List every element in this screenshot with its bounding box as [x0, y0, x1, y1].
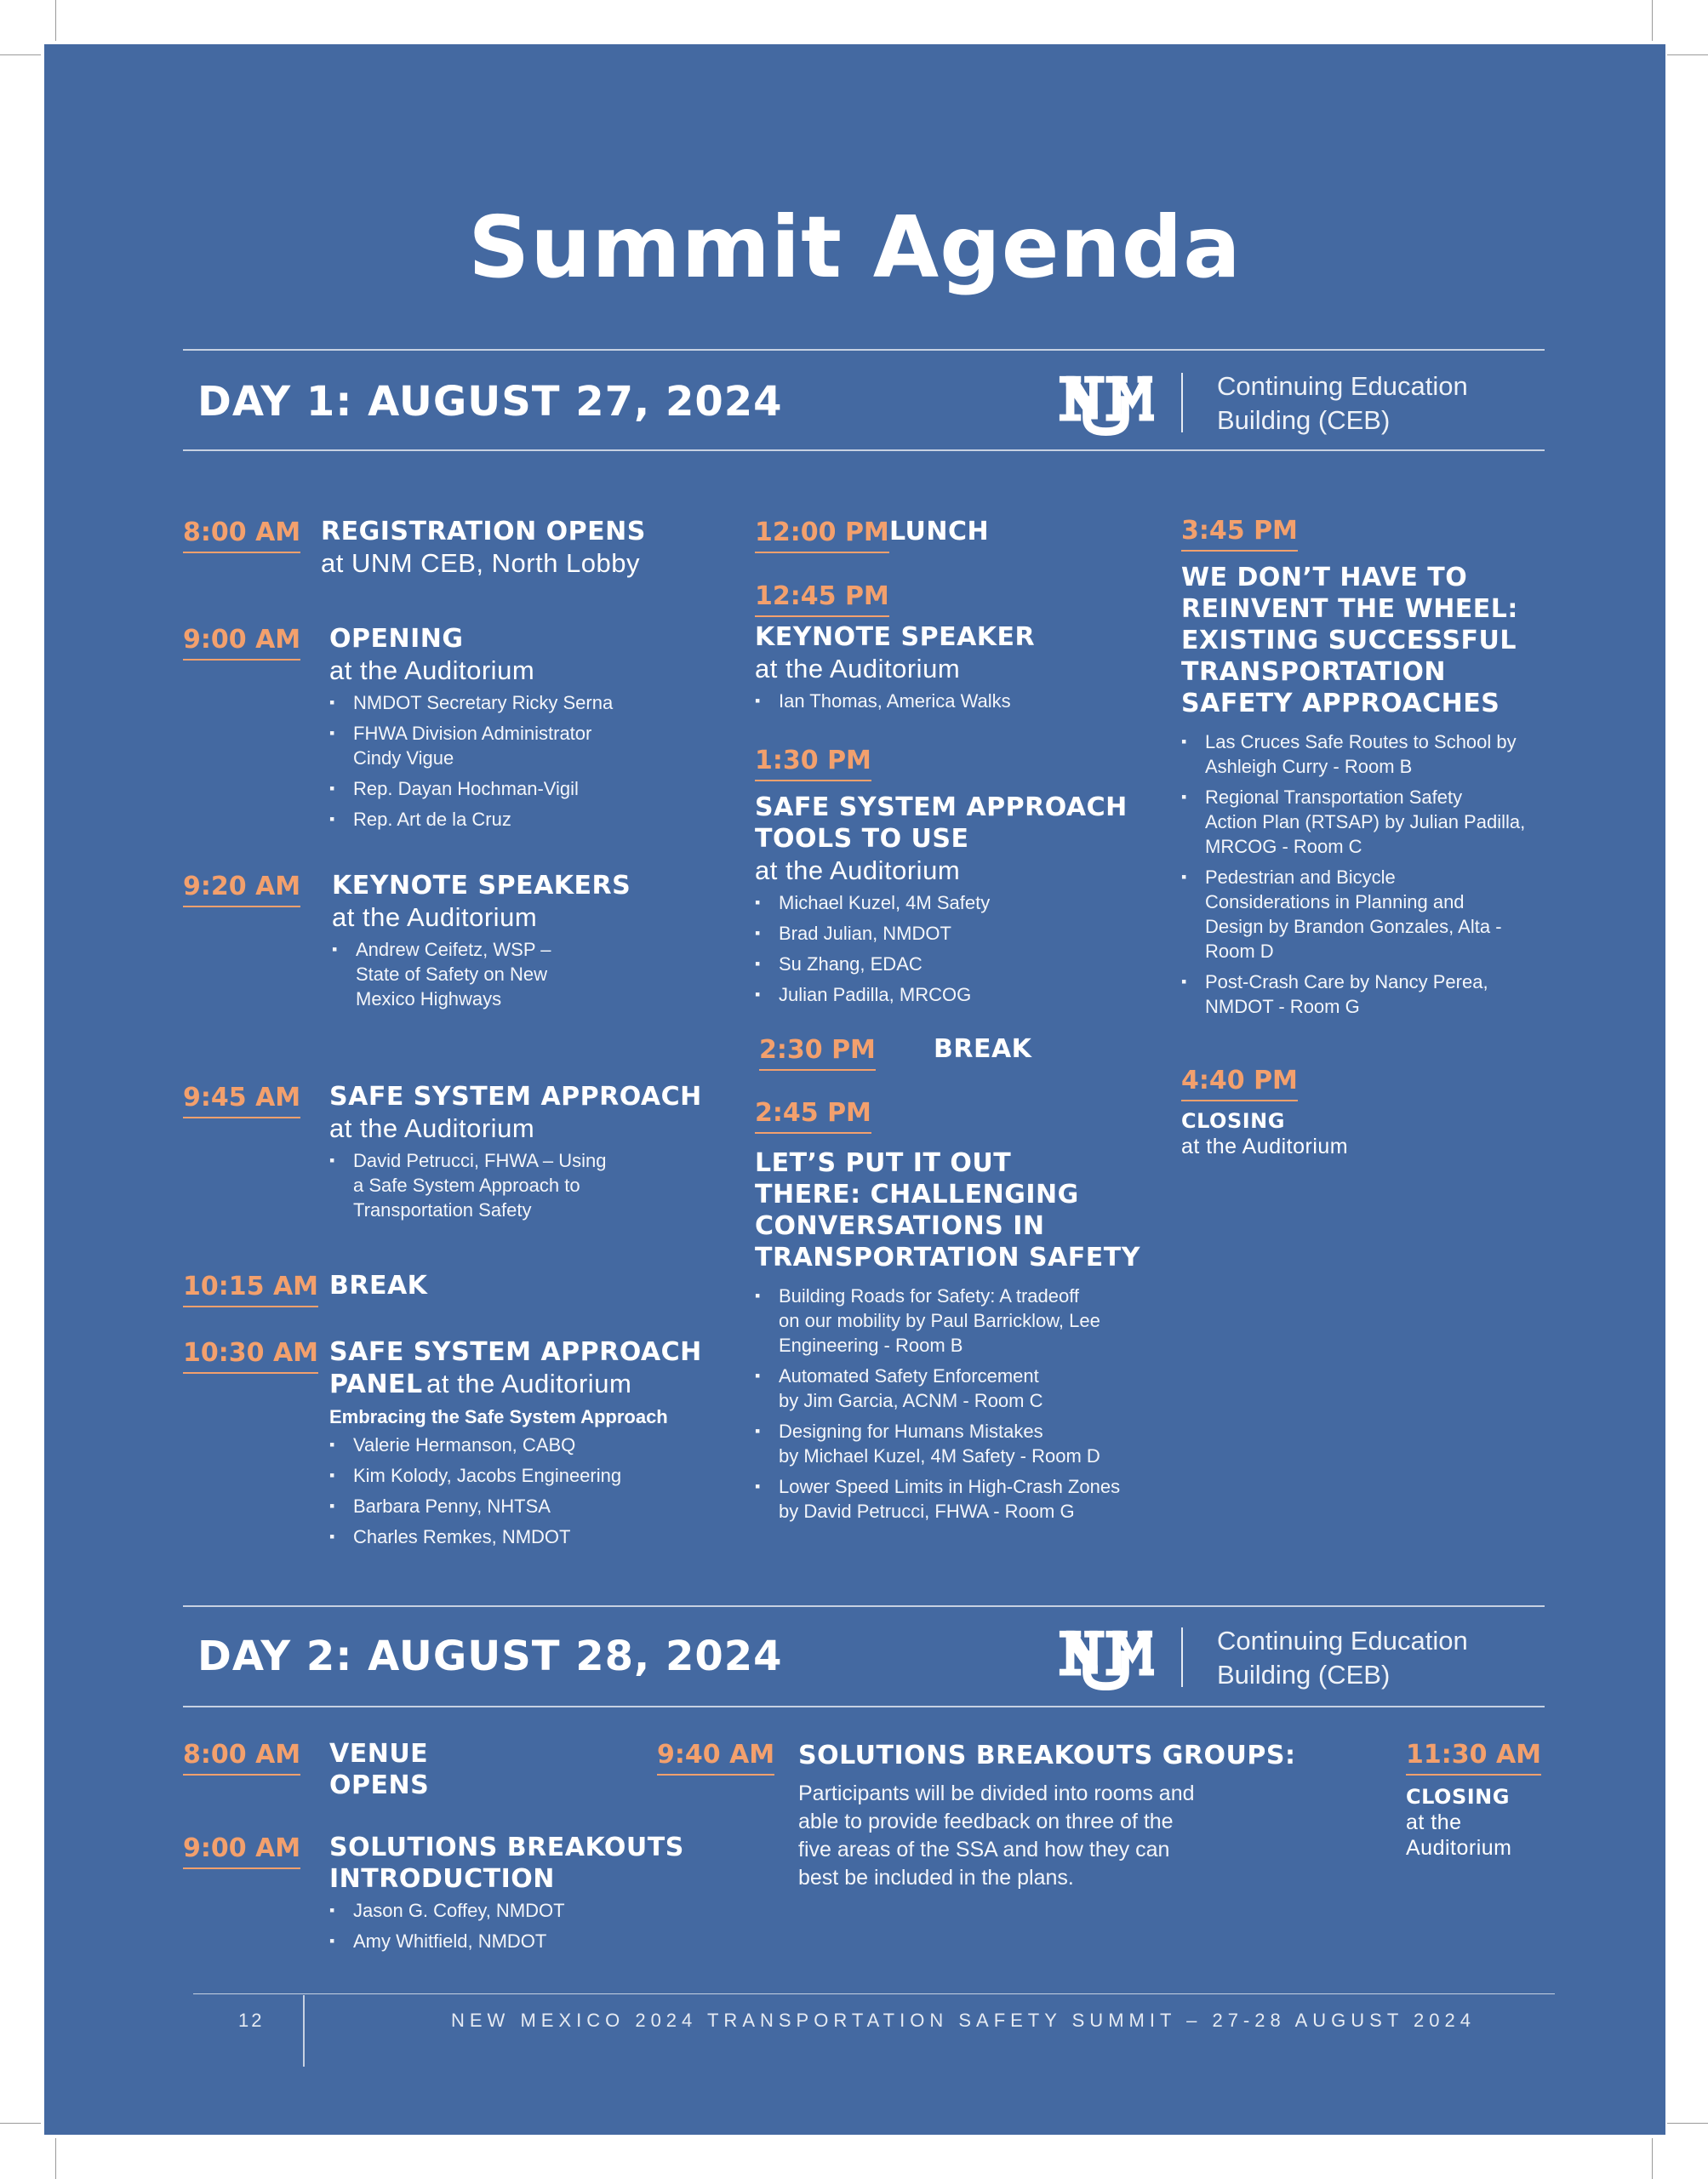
agenda-page: [44, 44, 1665, 2135]
session-list: [755, 1284, 1163, 1524]
item-title: OPENING: [329, 624, 464, 654]
list-item: ▪ Amy Whitfield, NMDOT: [329, 1929, 729, 1953]
list-item: ▪ Ian Thomas, America Walks: [755, 689, 1155, 713]
item-title: REGISTRATION OPENS: [321, 517, 646, 546]
agenda-item: [755, 621, 1155, 719]
list-item: ▪ Post-Crash Care by Nancy Perea, NMDOT - Room G: [1181, 969, 1573, 1019]
time-label: 10:30 AM: [183, 1336, 318, 1374]
divider: [183, 1706, 1545, 1707]
venue-label: [1217, 1624, 1468, 1692]
item-location: at UNM CEB, North Lobby: [321, 548, 641, 578]
crop-mark: [55, 0, 56, 41]
agenda-item: [329, 623, 729, 838]
list-item: ▪ Las Cruces Safe Routes to School by Ashleigh Curry - Room B: [1181, 729, 1573, 779]
item-title: SOLUTIONS BREAKOUTS GROUPS:: [798, 1741, 1296, 1770]
divider: [1181, 1627, 1183, 1687]
agenda-item: [755, 792, 1163, 1013]
list-item: ▪ Jason G. Coffey, NMDOT: [329, 1898, 729, 1923]
list-item: ▪ Barbara Penny, NHTSA: [329, 1494, 738, 1518]
agenda-item: [329, 1270, 729, 1301]
agenda-item: [1181, 562, 1573, 1025]
list-item: ▪ Michael Kuzel, 4M Safety: [755, 890, 1163, 915]
time-label: 3:45 PM: [1181, 514, 1298, 552]
unm-logo-icon: [1057, 371, 1155, 438]
speaker-list: [329, 690, 729, 832]
item-title: SAFE SYSTEM APPROACH TOOLS TO USE: [755, 792, 1128, 854]
agenda-item: [934, 1033, 1104, 1065]
agenda-item: [755, 1147, 1163, 1530]
time-label: 8:00 AM: [183, 516, 300, 553]
time-label: 12:45 PM: [755, 580, 889, 617]
item-title: SAFE SYSTEM APPROACH: [329, 1337, 702, 1367]
time-label: 9:00 AM: [183, 623, 300, 661]
item-title: CLOSING: [1406, 1785, 1510, 1809]
list-item: ▪ David Petrucci, FHWA – Using a Safe System Approach to Transportation Safety: [329, 1148, 729, 1222]
agenda-item: [1406, 1784, 1559, 1861]
item-title: WE DON’T HAVE TO REINVENT THE WHEEL: EXISTING SUCCESSFUL TRANSPORTATION SAFETY APPROACHES: [1181, 563, 1518, 718]
list-item: ▪ Designing for Humans Mistakes by Michael Kuzel, 4M Safety - Room D: [755, 1419, 1163, 1468]
item-location: at the Auditorium: [329, 655, 535, 685]
agenda-item: [329, 1081, 729, 1228]
time-label: 9:45 AM: [183, 1081, 300, 1118]
crop-mark: [1652, 2138, 1653, 2179]
list-item: ▪ Andrew Ceifetz, WSP – State of Safety on New Mexico Highways: [332, 937, 732, 1011]
item-title: LUNCH: [889, 517, 990, 546]
speaker-list: [329, 1433, 738, 1549]
panel-subheading: Embracing the Safe System Approach: [329, 1406, 668, 1427]
agenda-item: [329, 1832, 729, 1959]
time-label: 8:00 AM: [183, 1738, 300, 1776]
crop-mark: [1667, 2123, 1708, 2124]
list-item: ▪ Lower Speed Limits in High-Crash Zones by David Petrucci, FHWA - Room G: [755, 1474, 1163, 1524]
item-location: at the Auditorium: [1181, 1135, 1349, 1158]
speaker-list: [329, 1148, 729, 1222]
day1-heading: DAY 1: AUGUST 27, 2024: [197, 378, 783, 426]
day2-heading: DAY 2: AUGUST 28, 2024: [197, 1633, 783, 1680]
time-label: 9:40 AM: [657, 1738, 774, 1776]
list-item: ▪ Pedestrian and Bicycle Considerations in Planning and Design by Brandon Gonzales, Alta - Room D: [1181, 865, 1573, 964]
divider: [1181, 373, 1183, 432]
list-item: ▪ NMDOT Secretary Ricky Serna: [329, 690, 729, 715]
time-label: 12:00 PM: [755, 516, 889, 553]
list-item: ▪ Charles Remkes, NMDOT: [329, 1524, 738, 1549]
page-title: Summit Agenda: [468, 197, 1242, 297]
speaker-list: [755, 689, 1155, 713]
time-label: 4:40 PM: [1181, 1064, 1298, 1101]
venue-line: Continuing Education: [1217, 1626, 1468, 1656]
list-item: ▪ Rep. Dayan Hochman-Vigil: [329, 776, 729, 801]
divider: [183, 349, 1545, 351]
item-title: CLOSING: [1181, 1109, 1285, 1133]
list-item: ▪ Regional Transportation Safety Action Plan (RTSAP) by Julian Padilla, MRCOG - Room C: [1181, 785, 1573, 859]
crop-mark: [55, 2138, 56, 2179]
item-title: BREAK: [329, 1271, 428, 1301]
venue-line: Continuing Education: [1217, 371, 1468, 401]
unm-logo-icon: [1057, 1626, 1155, 1692]
item-location: at the Auditorium: [755, 654, 961, 683]
agenda-item: [321, 516, 729, 580]
speaker-list: [755, 890, 1163, 1007]
time-label: 2:45 PM: [755, 1096, 871, 1134]
agenda-item: [329, 1738, 585, 1801]
crop-mark: [0, 2123, 41, 2124]
item-title: BREAK: [934, 1034, 1032, 1064]
item-title: VENUE OPENS: [329, 1739, 430, 1800]
item-description: Participants will be divided into rooms and able to provide feedback on three of the five areas of the SSA and how they can best be included in the plans.: [798, 1782, 1195, 1890]
time-label: 9:00 AM: [183, 1832, 300, 1869]
divider: [183, 1605, 1545, 1607]
divider: [183, 449, 1545, 451]
crop-mark: [1667, 54, 1708, 55]
time-label: 2:30 PM: [759, 1033, 876, 1071]
item-location: at the Auditorium: [329, 1113, 535, 1143]
item-title: KEYNOTE SPEAKERS: [332, 871, 631, 901]
list-item: ▪ Kim Kolody, Jacobs Engineering: [329, 1463, 738, 1488]
agenda-item: [332, 870, 732, 1017]
divider: [303, 1995, 305, 2067]
agenda-item: [889, 516, 1077, 547]
time-label: 11:30 AM: [1406, 1738, 1541, 1776]
agenda-item: [1181, 1108, 1437, 1159]
page-number: 12: [238, 2010, 265, 2031]
agenda-item: [329, 1336, 738, 1555]
item-location: at the Auditorium: [755, 855, 961, 885]
item-title: KEYNOTE SPEAKER: [755, 622, 1036, 652]
speaker-list: [329, 1898, 729, 1953]
list-item: ▪ Building Roads for Safety: A tradeoff on our mobility by Paul Barricklow, Lee Engineering - Room B: [755, 1284, 1163, 1358]
item-title: LET’S PUT IT OUT THERE: CHALLENGING CONVERSATIONS IN TRANSPORTATION SAFETY: [755, 1148, 1140, 1273]
list-item: ▪ Rep. Art de la Cruz: [329, 807, 729, 832]
item-location: at the Auditorium: [332, 902, 538, 932]
item-title: SAFE SYSTEM APPROACH: [329, 1082, 702, 1112]
venue-label: [1217, 369, 1468, 438]
venue-line: Building (CEB): [1217, 1660, 1391, 1690]
crop-mark: [0, 54, 41, 55]
list-item: ▪ Automated Safety Enforcement by Jim Garcia, ACNM - Room C: [755, 1364, 1163, 1413]
divider: [193, 1993, 1555, 1994]
item-title: SOLUTIONS BREAKOUTS INTRODUCTION: [329, 1833, 684, 1894]
list-item: ▪ FHWA Division Administrator Cindy Vigue: [329, 721, 729, 770]
crop-mark: [1652, 0, 1653, 41]
list-item: ▪ Brad Julian, NMDOT: [755, 921, 1163, 946]
venue-line: Building (CEB): [1217, 405, 1391, 435]
item-location: at the Auditorium: [426, 1369, 632, 1398]
list-item: ▪ Julian Padilla, MRCOG: [755, 982, 1163, 1007]
footer-text: NEW MEXICO 2024 TRANSPORTATION SAFETY SUMMIT – 27-28 AUGUST 2024: [451, 2010, 1476, 2031]
item-title: PANEL: [329, 1370, 423, 1399]
speaker-list: [332, 937, 732, 1011]
list-item: ▪ Valerie Hermanson, CABQ: [329, 1433, 738, 1457]
session-list: [1181, 729, 1573, 1019]
time-label: 10:15 AM: [183, 1270, 318, 1307]
list-item: ▪ Su Zhang, EDAC: [755, 952, 1163, 976]
agenda-item: [798, 1740, 1309, 1892]
item-location: at the Auditorium: [1406, 1810, 1512, 1860]
time-label: 9:20 AM: [183, 870, 300, 907]
time-label: 1:30 PM: [755, 744, 871, 781]
